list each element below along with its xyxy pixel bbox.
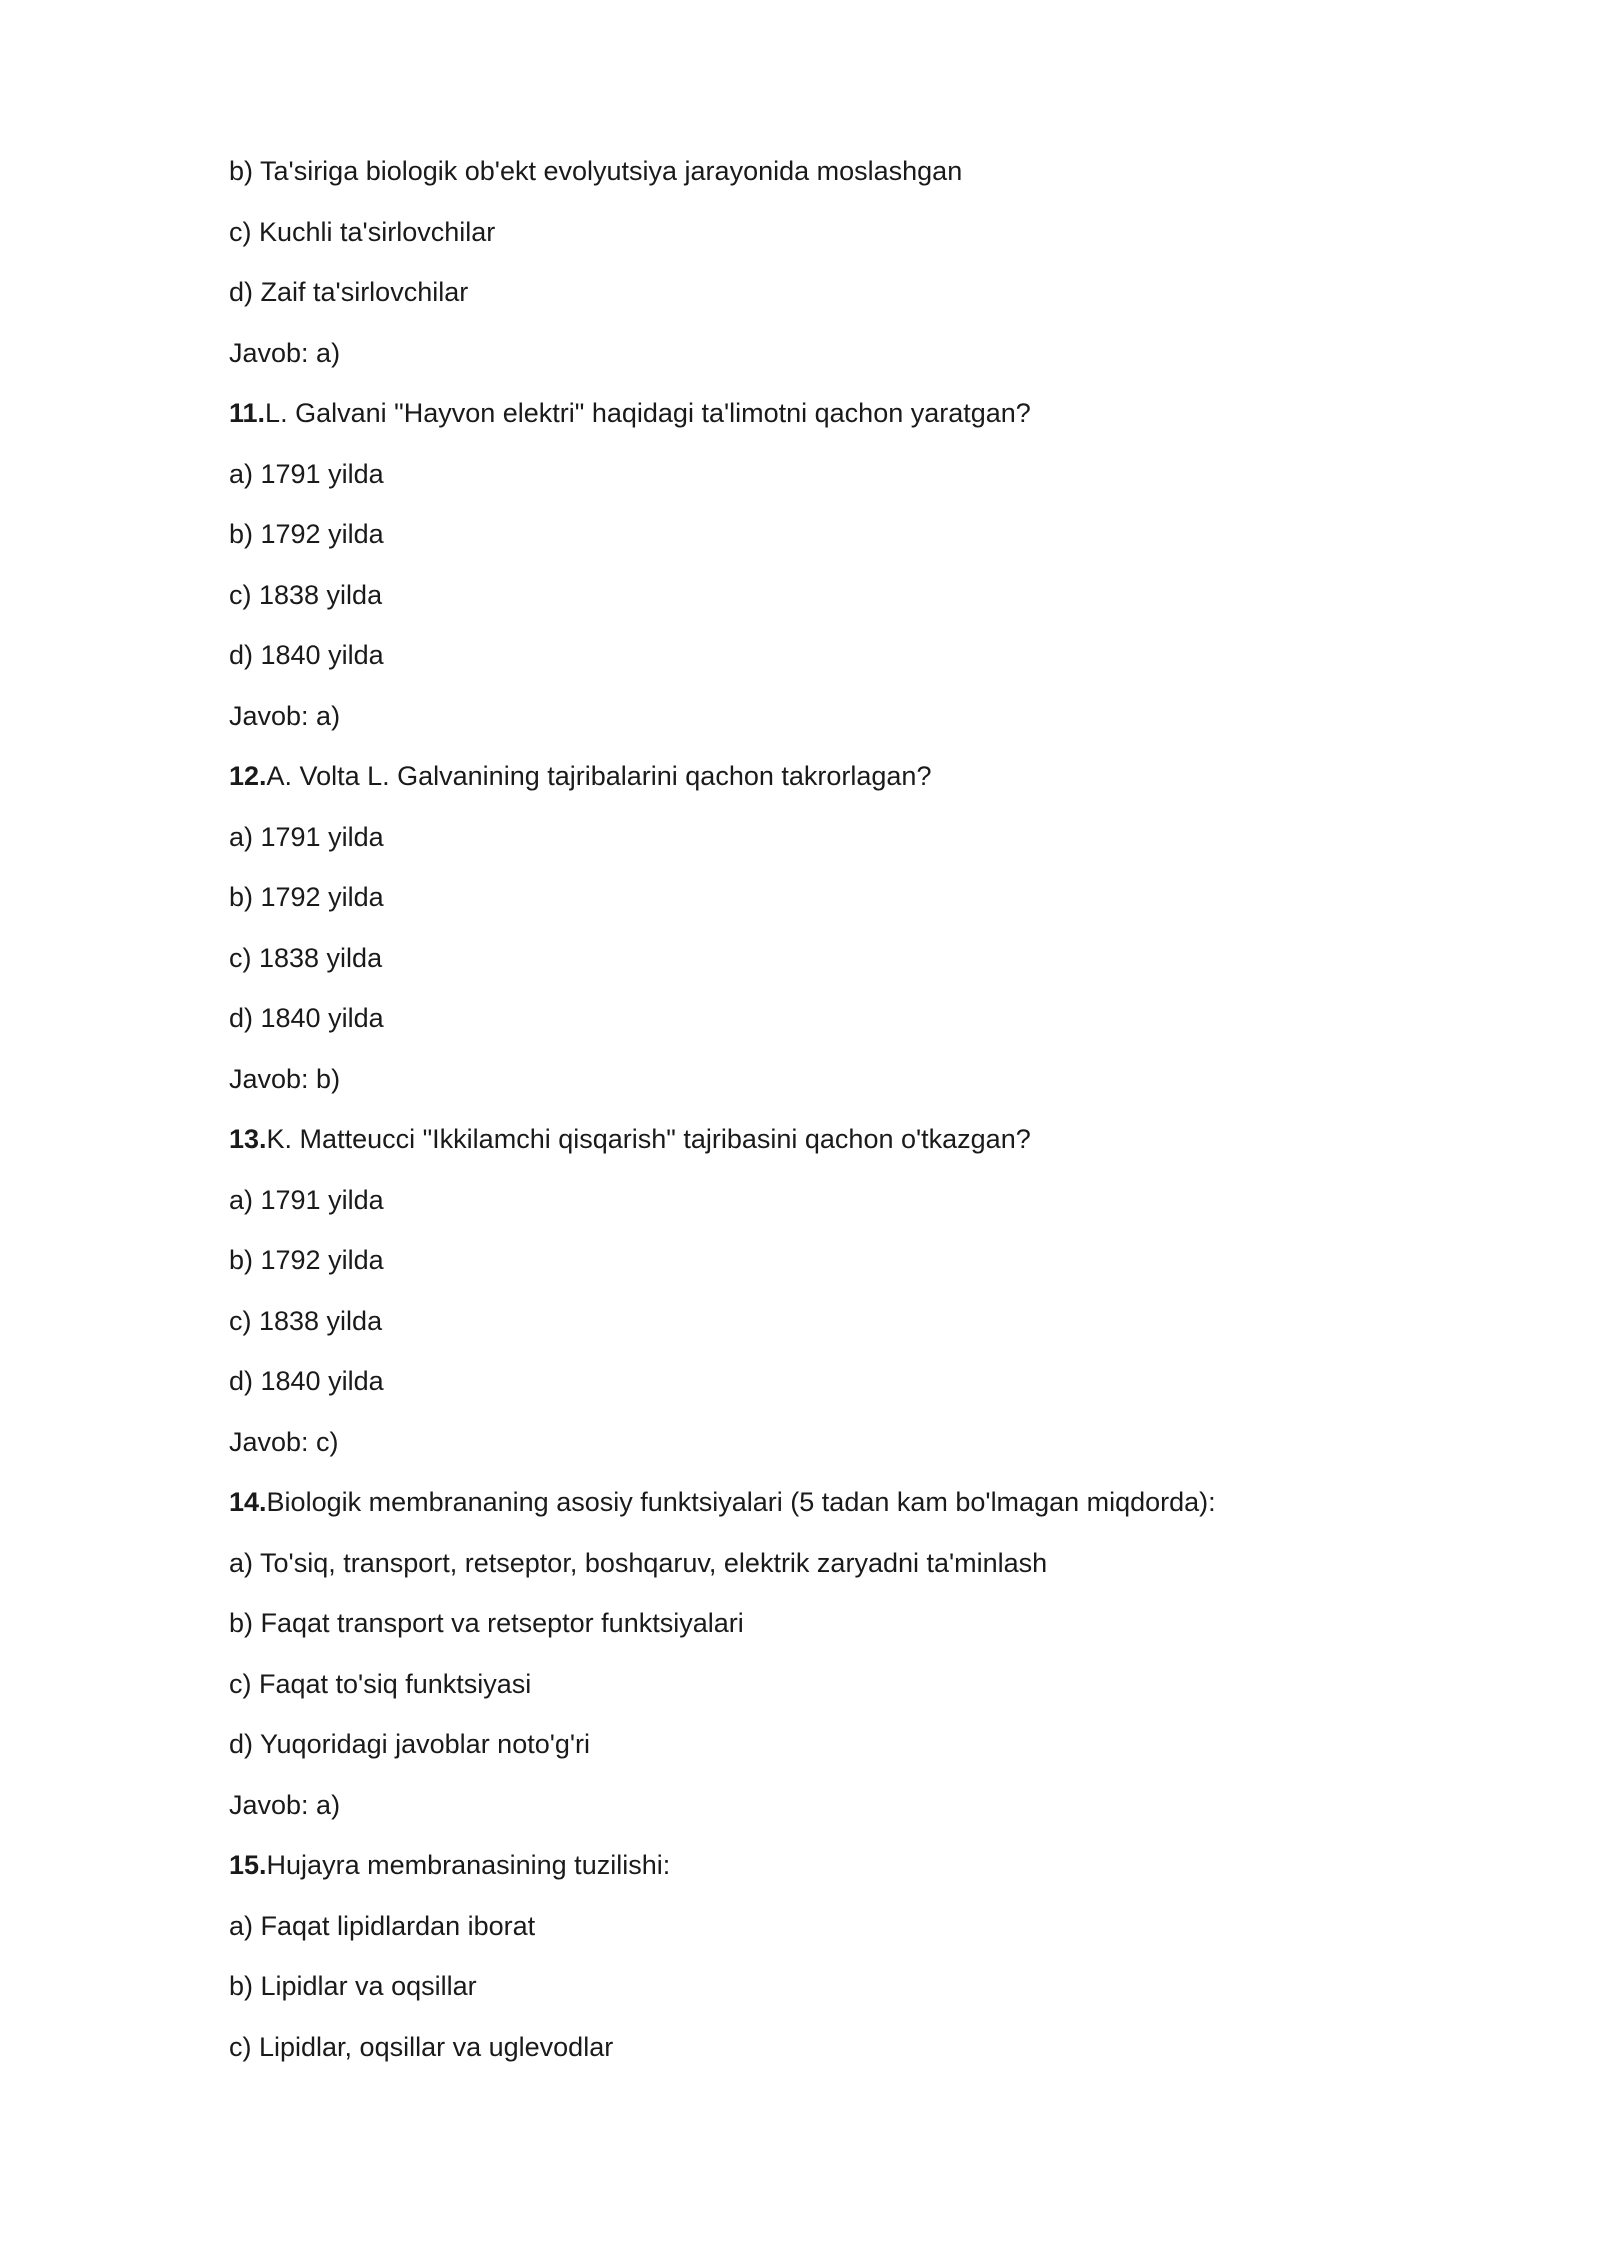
option-line: b) 1792 yilda — [229, 1245, 384, 1275]
option-line: a) 1791 yilda — [229, 458, 384, 489]
option-line: a) 1791 yilda — [229, 821, 384, 852]
option-line: b) Ta'siriga biologik ob'ekt evolyutsiya jarayonida moslashgan — [229, 156, 963, 186]
question-text: L. Galvani "Hayvon elektri" haqidagi ta'limotni qachon yaratgan? — [265, 398, 1031, 428]
option-line: c) Faqat to'siq funktsiyasi — [229, 1668, 532, 1699]
option-line: c) 1838 yilda — [229, 1305, 383, 1336]
question-line — [229, 1844, 1379, 1905]
question-text: Biologik membrananing asosiy funktsiyalari (5 tadan kam bo'lmagan miqdorda): — [266, 1487, 1216, 1517]
option-line: b) 1792 yilda — [229, 519, 384, 549]
answer-line: Javob: a) — [229, 1789, 341, 1820]
answer-line: Javob: a) — [229, 337, 341, 368]
question-line — [229, 392, 1379, 453]
option-line: d) 1840 yilda — [229, 1003, 384, 1033]
question-line — [229, 1118, 1379, 1179]
option-line: d) 1840 yilda — [229, 640, 384, 670]
question-line — [229, 755, 1379, 816]
option-line: b) 1792 yilda — [229, 882, 384, 912]
option-line: a) 1791 yilda — [229, 1184, 384, 1215]
option-line: c) 1838 yilda — [229, 942, 383, 973]
option-line: c) Kuchli ta'sirlovchilar — [229, 216, 496, 247]
option-line: a) Faqat lipidlardan iborat — [229, 1910, 536, 1941]
option-line: b) Lipidlar va oqsillar — [229, 1971, 477, 2001]
question-text: K. Matteucci "Ikkilamchi qisqarish" tajribasini qachon o'tkazgan? — [266, 1124, 1031, 1154]
question-text: Hujayra membranasining tuzilishi: — [266, 1850, 671, 1880]
option-line: b) Faqat transport va retseptor funktsiyalari — [229, 1608, 744, 1638]
question-number: 14. — [229, 1487, 267, 1517]
question-number: 13. — [229, 1124, 267, 1154]
answer-line: Javob: b) — [229, 1063, 341, 1094]
answer-line: Javob: a) — [229, 700, 341, 731]
option-line: d) 1840 yilda — [229, 1366, 384, 1396]
quiz-content — [229, 150, 1379, 2086]
option-line: a) To'siq, transport, retseptor, boshqaruv, elektrik zaryadni ta'minlash — [229, 1547, 1048, 1578]
question-text: A. Volta L. Galvanining tajribalarini qachon takrorlagan? — [266, 761, 932, 791]
question-number: 12. — [229, 761, 267, 791]
option-line: c) 1838 yilda — [229, 579, 383, 610]
question-number: 15. — [229, 1850, 267, 1880]
option-line: d) Yuqoridagi javoblar noto'g'ri — [229, 1729, 591, 1759]
question-line — [229, 1481, 1379, 1542]
option-line: c) Lipidlar, oqsillar va uglevodlar — [229, 2031, 614, 2062]
answer-line: Javob: c) — [229, 1426, 339, 1457]
option-line: d) Zaif ta'sirlovchilar — [229, 277, 469, 307]
question-number: 11. — [229, 398, 266, 428]
